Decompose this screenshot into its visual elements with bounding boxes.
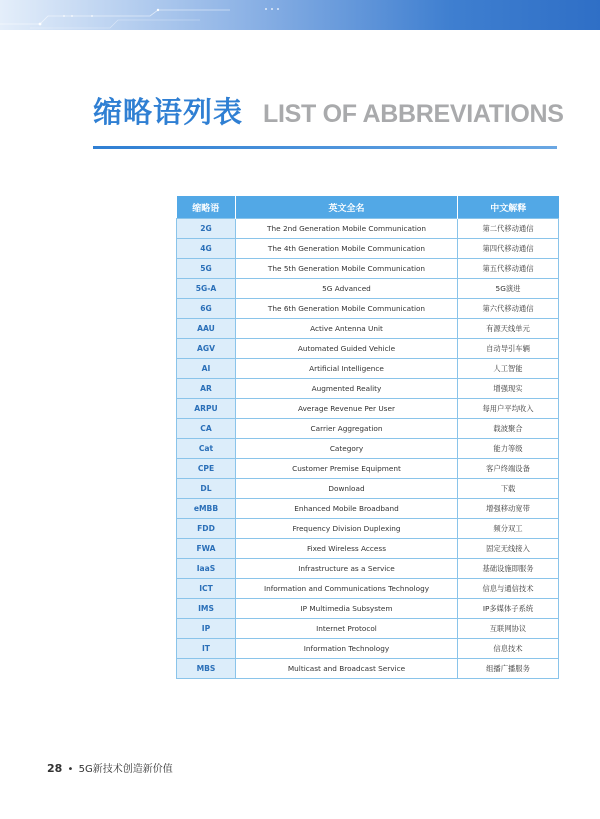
- full-name-cell: Artificial Intelligence: [236, 359, 458, 379]
- abbr-cell: IMS: [177, 599, 236, 619]
- table-row: [177, 359, 559, 379]
- full-name-cell: Enhanced Mobile Broadband: [236, 499, 458, 519]
- chinese-cell: IP多媒体子系统: [458, 599, 559, 619]
- chinese-cell: 第四代移动通信: [458, 239, 559, 259]
- table-row: [177, 299, 559, 319]
- abbr-cell: eMBB: [177, 499, 236, 519]
- abbr-cell: MBS: [177, 659, 236, 679]
- table-row: [177, 239, 559, 259]
- abbr-cell: 5G: [177, 259, 236, 279]
- abbr-cell: AAU: [177, 319, 236, 339]
- abbr-cell: CPE: [177, 459, 236, 479]
- chinese-cell: 增强移动宽带: [458, 499, 559, 519]
- page-title-zh: 缩略语列表: [93, 95, 244, 129]
- abbr-cell: AR: [177, 379, 236, 399]
- chinese-cell: 每用户平均收入: [458, 399, 559, 419]
- table-row: [177, 399, 559, 419]
- table-row: [177, 439, 559, 459]
- chinese-cell: 基础设施即服务: [458, 559, 559, 579]
- abbr-cell: Cat: [177, 439, 236, 459]
- full-name-cell: Customer Premise Equipment: [236, 459, 458, 479]
- title-underline: [93, 146, 557, 149]
- table-row: [177, 639, 559, 659]
- table-row: [177, 379, 559, 399]
- table-row: [177, 559, 559, 579]
- abbreviations-table: [176, 196, 559, 679]
- abbr-cell: ARPU: [177, 399, 236, 419]
- table-row: [177, 499, 559, 519]
- full-name-cell: Active Antenna Unit: [236, 319, 458, 339]
- abbr-cell: DL: [177, 479, 236, 499]
- page-number: 28: [47, 762, 63, 775]
- top-banner: [0, 0, 600, 30]
- table-row: [177, 459, 559, 479]
- full-name-cell: Fixed Wireless Access: [236, 539, 458, 559]
- page-title-en: LIST OF ABBREVIATIONS: [263, 100, 564, 128]
- abbr-cell: FWA: [177, 539, 236, 559]
- abbr-cell: 5G-A: [177, 279, 236, 299]
- chinese-cell: 第二代移动通信: [458, 219, 559, 239]
- footer-separator: •: [67, 764, 74, 775]
- abbr-cell: IaaS: [177, 559, 236, 579]
- abbr-cell: 2G: [177, 219, 236, 239]
- chinese-cell: 客户终端设备: [458, 459, 559, 479]
- chinese-cell: 组播广播服务: [458, 659, 559, 679]
- abbr-cell: 6G: [177, 299, 236, 319]
- chinese-cell: 自动导引车辆: [458, 339, 559, 359]
- table-row: [177, 419, 559, 439]
- table-row: [177, 219, 559, 239]
- chinese-cell: 5G演进: [458, 279, 559, 299]
- table-row: [177, 259, 559, 279]
- full-name-cell: Information Technology: [236, 639, 458, 659]
- table-row: [177, 539, 559, 559]
- chinese-cell: 第六代移动通信: [458, 299, 559, 319]
- full-name-cell: 5G Advanced: [236, 279, 458, 299]
- chinese-cell: 互联网协议: [458, 619, 559, 639]
- chinese-cell: 第五代移动通信: [458, 259, 559, 279]
- table-row: [177, 479, 559, 499]
- chinese-cell: 信息与通信技术: [458, 579, 559, 599]
- full-name-cell: Download: [236, 479, 458, 499]
- abbr-cell: AGV: [177, 339, 236, 359]
- circuit-lines-decoration: [0, 0, 600, 30]
- full-name-cell: Internet Protocol: [236, 619, 458, 639]
- full-name-cell: Category: [236, 439, 458, 459]
- column-header-chinese: 中文解释: [458, 196, 559, 219]
- column-header-full-name: 英文全名: [236, 196, 458, 219]
- chinese-cell: 增强现实: [458, 379, 559, 399]
- table-row: [177, 579, 559, 599]
- column-header-abbr: 缩略语: [177, 196, 236, 219]
- abbr-cell: IP: [177, 619, 236, 639]
- chinese-cell: 能力等级: [458, 439, 559, 459]
- full-name-cell: The 4th Generation Mobile Communication: [236, 239, 458, 259]
- table-row: [177, 659, 559, 679]
- abbr-cell: AI: [177, 359, 236, 379]
- full-name-cell: Augmented Reality: [236, 379, 458, 399]
- full-name-cell: Frequency Division Duplexing: [236, 519, 458, 539]
- table-row: [177, 279, 559, 299]
- footer-doc-title: 5G新技术创造新价值: [78, 764, 173, 775]
- table-row: [177, 619, 559, 639]
- chinese-cell: 载波聚合: [458, 419, 559, 439]
- chinese-cell: 下载: [458, 479, 559, 499]
- abbr-cell: ICT: [177, 579, 236, 599]
- full-name-cell: Automated Guided Vehicle: [236, 339, 458, 359]
- full-name-cell: The 2nd Generation Mobile Communication: [236, 219, 458, 239]
- full-name-cell: Infrastructure as a Service: [236, 559, 458, 579]
- abbr-cell: FDD: [177, 519, 236, 539]
- abbr-cell: 4G: [177, 239, 236, 259]
- chinese-cell: 有源天线单元: [458, 319, 559, 339]
- full-name-cell: IP Multimedia Subsystem: [236, 599, 458, 619]
- full-name-cell: Carrier Aggregation: [236, 419, 458, 439]
- full-name-cell: Average Revenue Per User: [236, 399, 458, 419]
- chinese-cell: 固定无线接入: [458, 539, 559, 559]
- full-name-cell: The 5th Generation Mobile Communication: [236, 259, 458, 279]
- page-footer: [47, 760, 173, 775]
- abbr-cell: IT: [177, 639, 236, 659]
- full-name-cell: The 6th Generation Mobile Communication: [236, 299, 458, 319]
- table-header-row: [177, 196, 559, 219]
- abbr-cell: CA: [177, 419, 236, 439]
- full-name-cell: Multicast and Broadcast Service: [236, 659, 458, 679]
- chinese-cell: 信息技术: [458, 639, 559, 659]
- table-row: [177, 519, 559, 539]
- table-row: [177, 319, 559, 339]
- full-name-cell: Information and Communications Technology: [236, 579, 458, 599]
- table-row: [177, 599, 559, 619]
- chinese-cell: 频分双工: [458, 519, 559, 539]
- table-row: [177, 339, 559, 359]
- chinese-cell: 人工智能: [458, 359, 559, 379]
